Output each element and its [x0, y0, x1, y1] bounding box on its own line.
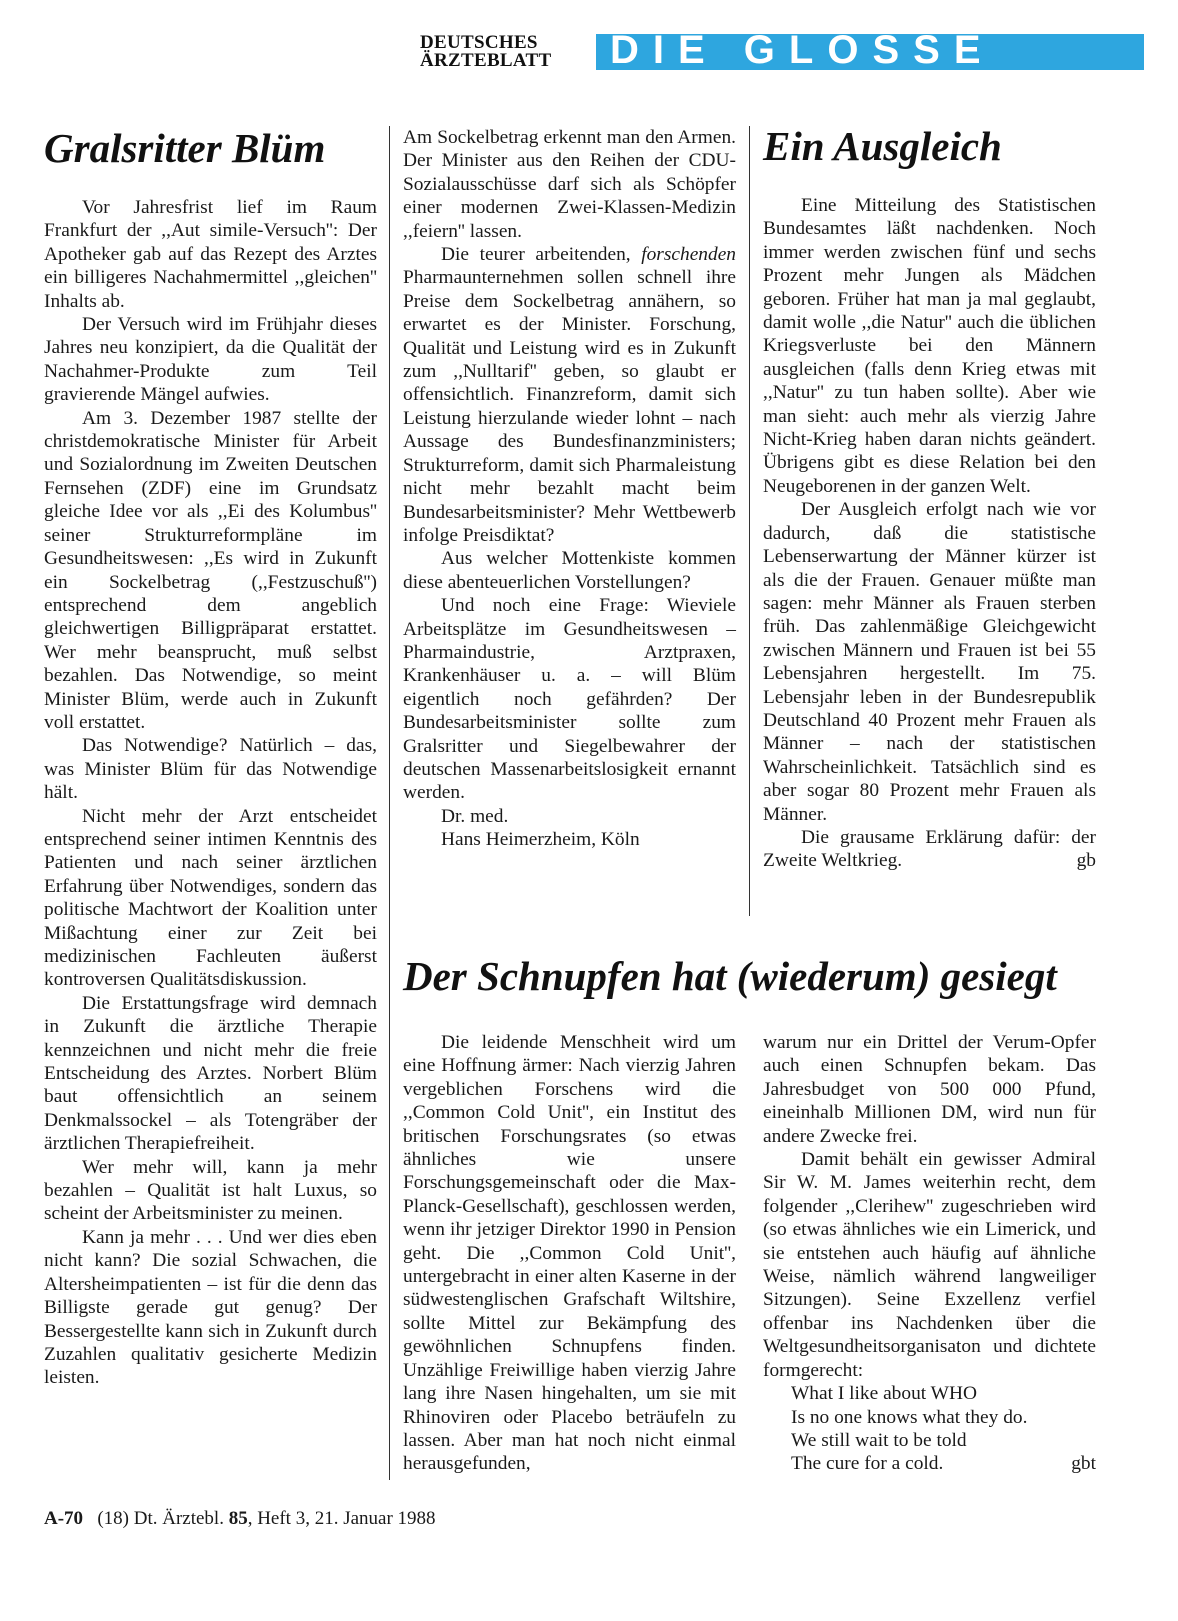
- poem-line: What I like about WHO: [791, 1383, 977, 1405]
- article2-paragraph: Der Ausgleich erfolgt nach wie vor dadurch, daß die statistische Lebenserwartung der Männer kürzer ist als die der Frauen. Genauer müßte man sagen: mehr Männer als Frauen sterben früh. Das zahlenmäßige Gleichgewicht zwischen Männern und Frauen ist bei 55 Lebensjahren hergestellt. Im 75. Lebensjahr leben in der Bundesrepublik Deutschland 40 Prozent mehr Frauen als Männer – nach der statistischen Wahrscheinlichkeit. Tatsächlich sind es aber sogar 80 Prozent mehr Frauen als Männer.: [763, 499, 1096, 825]
- article2-title: Ein Ausgleich: [763, 123, 1002, 169]
- page-number: A-70: [44, 1508, 84, 1529]
- article1-paragraph: Wer mehr will, kann ja mehr bezahlen – Qualität ist halt Luxus, so scheint der Arbeitsminister zu meinen.: [44, 1156, 377, 1225]
- article3-author: gbt: [1071, 1453, 1096, 1475]
- poem-line: The cure for a cold. gbt: [791, 1453, 1096, 1475]
- article1-title: Gralsritter Blüm: [44, 125, 326, 171]
- column-divider: [389, 126, 390, 1480]
- issue-date: , Heft 3, 21. Januar 1988: [247, 1508, 436, 1529]
- logo-line2: ÄRZTEBLATT: [420, 50, 552, 71]
- article1-paragraph: Und noch eine Frage: Wieviele Arbeitsplätze im Gesundheitswesen – Pharmaindustrie, Arztpraxen, Krankenhäuser u. a. – will Blüm eigentlich noch gefährden? Der Bundesarbeitsminister sollte zum Gralsritter und Siegelbewahrer der deutschen Massenarbeitslosigkeit ernannt werden.: [403, 595, 736, 804]
- article1-paragraph: Nicht mehr der Arzt entscheidet entsprechend seiner intimen Kenntnis des Patienten und nach seiner ärztlichen Erfahrung über Notwendiges, sondern das politische Machtwort der Koalition unter Mißachtung einer zur Zeit bei medizinischen Fachleuten äußerst kontroversen Qualitätsdiskussion.: [44, 805, 377, 991]
- article3-title: Der Schnupfen hat (wiederum) gesiegt: [403, 953, 1057, 999]
- article3-paragraph: Die leidende Menschheit wird um eine Hoffnung ärmer: Nach vierzig Jahren vergeblichen Forschens wird die ,,Common Cold Unit'', ein Institut des britischen Forschungsrates (so etwas ähnliches wie unsere Forschungsgemeinschaft oder die Max-Planck-Gesellschaft), geschlossen werden, wenn ihr jetziger Direktor 1990 in Pension geht. Die ,,Common Cold Unit'', untergebracht in einer alten Kaserne in der südwestenglischen Grafschaft Wiltshire, sollte Mittel zur Bekämpfung des gewöhnlichen Schnupfens finden. Unzählige Freiwillige haben vierzig Jahre lang ihre Nasen hingehalten, um sie mit Rhinoviren oder Placebo beträufeln zu lassen. Aber man hat noch nicht einmal herausgefunden,: [403, 1032, 736, 1475]
- column-divider: [749, 126, 750, 916]
- article2-paragraph: Eine Mitteilung des Statistischen Bundesamtes läßt nachdenken. Noch immer werden zwischen fünf und sechs Prozent mehr Jungen als Mädchen geboren. Früher hat man ja mal geglaubt, damit wolle ,,die Natur'' auch die üblichen Kriegsverluste bei den Männern ausgleichen (falls denn Krieg etwas mit ,,Natur'' zu tun haben sollte). Aber wie man sieht: auch mehr als vierzig Jahre Nicht-Krieg haben daran nichts geändert. Übrigens gibt es diese Relation bei den Neugeborenen in der ganzen Welt.: [763, 195, 1096, 497]
- article1-paragraph: Kann ja mehr . . . Und wer dies eben nicht kann? Die sozial Schwachen, die Altersheimpatienten – ist für die denn das Billigste gerade gut genug? Der Bessergestellte kann sich in Zukunft durch Zuzahlen qualitativ gesicherte Medizin leisten.: [44, 1226, 377, 1389]
- issue-ref: (18) Dt. Ärztebl.: [97, 1508, 224, 1529]
- author-name: Hans Heimerzheim, Köln: [441, 829, 640, 851]
- article1-column2: [403, 126, 736, 852]
- article1-paragraph: Der Versuch wird im Frühjahr dieses Jahres neu konzipiert, da die Qualität der Nachahmer-Produkte zum Teil gravierende Mängel aufwies.: [44, 314, 377, 406]
- masthead: [420, 30, 1140, 72]
- article2-author: gb: [1076, 850, 1096, 872]
- section-title: DIE GLOSSE: [610, 34, 995, 70]
- article1-paragraph: Vor Jahresfrist lief im Raum Frankfurt der ,,Aut simile-Versuch'': Der Apotheker gab auf das Rezept des Arztes ein billigeres Nachahmermittel ,,gleichen'' Inhalts ab.: [44, 197, 377, 312]
- article1-paragraph: Die teurer arbeitenden, forschenden Pharmaunternehmen sollen schnell ihre Preise dem Sockelbetrag annähern, so erwartet es der Minister. Forschung, Qualität und Leistung wird es in Zukunft zum ,,Nulltarif'' geben, so glaubt er offensichtlich. Finanzreform, damit sich Leistung hierzulande wieder lohnt – nach Aussage des Bundesfinanzministers; Strukturreform, damit sich Pharmaleistung nicht mehr bezahlt macht beim Bundesarbeitsminister? Mehr Wettbewerb infolge Preisdiktat?: [403, 244, 736, 546]
- article1-paragraph: Am Sockelbetrag erkennt man den Armen. Der Minister aus den Reihen der CDU-Sozialausschüsse darf sich als Schöpfer einer modernen Zwei-Klassen-Medizin ,,feiern'' lassen.: [403, 127, 736, 242]
- article3-column1: [403, 1031, 736, 1476]
- logo-line1: DEUTSCHES: [420, 32, 538, 53]
- article2-paragraph: Die grausame Erklärung dafür: der Zweite Weltkrieg. gb: [763, 826, 1096, 872]
- article1-paragraph: Aus welcher Mottenkiste kommen diese abenteuerlichen Vorstellungen?: [403, 548, 736, 593]
- article1-paragraph: Das Notwendige? Natürlich – das, was Minister Blüm für das Notwendige hält.: [44, 735, 377, 804]
- article1-paragraph: Die Erstattungsfrage wird demnach in Zukunft die ärztliche Therapie kennzeichnen und nicht mehr die freie Entscheidung des Arztes. Norbert Blüm baut offensichtlich an seinem Denkmalssockel – als Totengräber der ärztlichen Therapiefreiheit.: [44, 992, 377, 1155]
- volume-number: 85: [228, 1508, 248, 1529]
- journal-logo: [420, 34, 590, 70]
- article3-column2: [763, 1031, 1096, 1476]
- article2-column: [763, 194, 1096, 873]
- article1-column1: [44, 196, 377, 1390]
- author-title: Dr. med.: [441, 805, 509, 827]
- page-footer: [44, 1508, 436, 1530]
- clerihew-poem: [763, 1382, 1096, 1476]
- article3-paragraph: warum nur ein Drittel der Verum-Opfer auch einen Schnupfen bekam. Das Jahresbudget von 500 000 Pfund, eineinhalb Millionen DM, wird nun für andere Zwecke frei.: [763, 1032, 1096, 1147]
- section-banner: [596, 34, 1144, 70]
- article1-paragraph: Am 3. Dezember 1987 stellte der christdemokratische Minister für Arbeit und Sozialordnung im Zweiten Deutschen Fernsehen (ZDF) eine im Grundsatz gleiche Idee vor als ,,Ei des Kolumbus'' seiner Strukturreformpläne im Gesundheitswesen: ,,Es wird in Zukunft ein Sockelbetrag (,,Festzuschuß'') entsprechend dem angeblich gleichwertigen Billigpräparat erstattet. Wer mehr beansprucht, muß selbst bezahlen. Das Notwendige, so meint Minister Blüm, werde auch in Zukunft voll erstattet.: [44, 407, 377, 733]
- poem-line: We still wait to be told: [791, 1429, 967, 1451]
- poem-line: Is no one knows what they do.: [791, 1406, 1028, 1428]
- article3-paragraph: Damit behält ein gewisser Admiral Sir W. M. James weiterhin recht, dem folgender ,,Clerihew'' zugeschrieben wird (so etwas ähnliches wie ein Limerick, und sie entstehen auch häufig auf ähnliche Weise, nämlich während langweiliger Sitzungen). Seine Exzellenz verfiel offenbar ins Nachdenken über die Weltgesundheitsorganisaton und dichtete formgerecht:: [763, 1149, 1096, 1381]
